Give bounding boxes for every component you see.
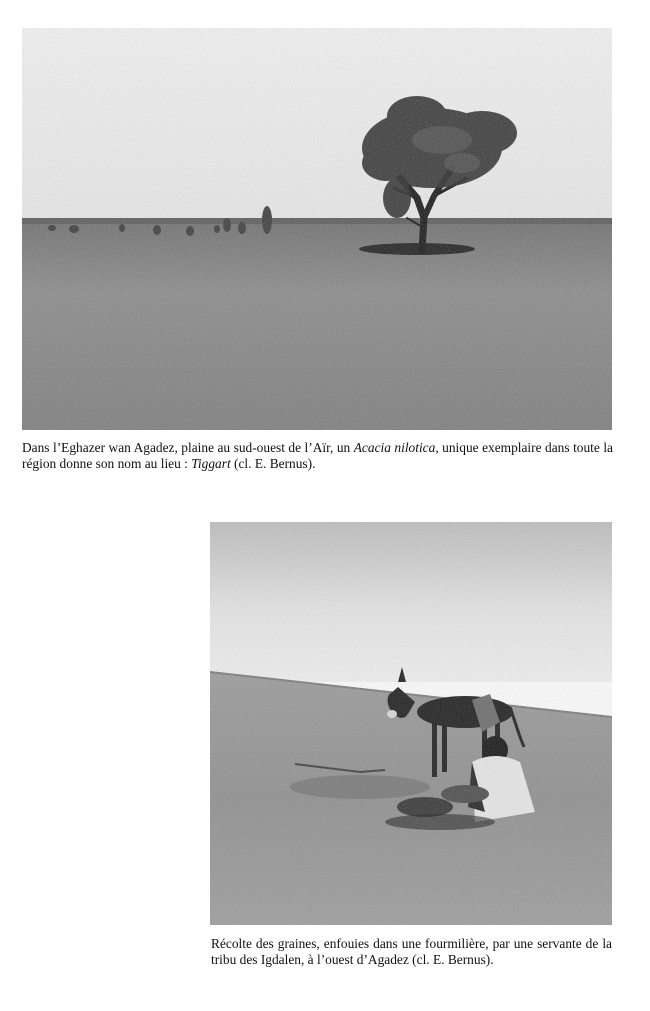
seed-harvest-photo: [210, 522, 612, 925]
place-name: Tiggart: [191, 456, 231, 471]
caption-text-part: Dans l’Eghazer wan Agadez, plaine au sud-ouest de l’Aïr, un: [22, 440, 354, 455]
acacia-plain-image: [22, 28, 612, 430]
caption-text-part: unique exemplaire dans toute la région donne son nom au lieu :: [22, 440, 613, 471]
acacia-photo-caption: [22, 440, 613, 472]
acacia-plain-photo: [22, 28, 612, 430]
caption-credit: (cl. E. Bernus).: [230, 456, 316, 471]
species-name: Acacia nilotica,: [353, 440, 439, 455]
seed-harvest-caption: Récolte des graines, enfouies dans une fourmilière, par une servante de la tribu des Igdalen, à l’ouest d’Agadez (cl. E. Bernus).: [211, 936, 612, 967]
seed-harvest-image: [210, 522, 612, 925]
